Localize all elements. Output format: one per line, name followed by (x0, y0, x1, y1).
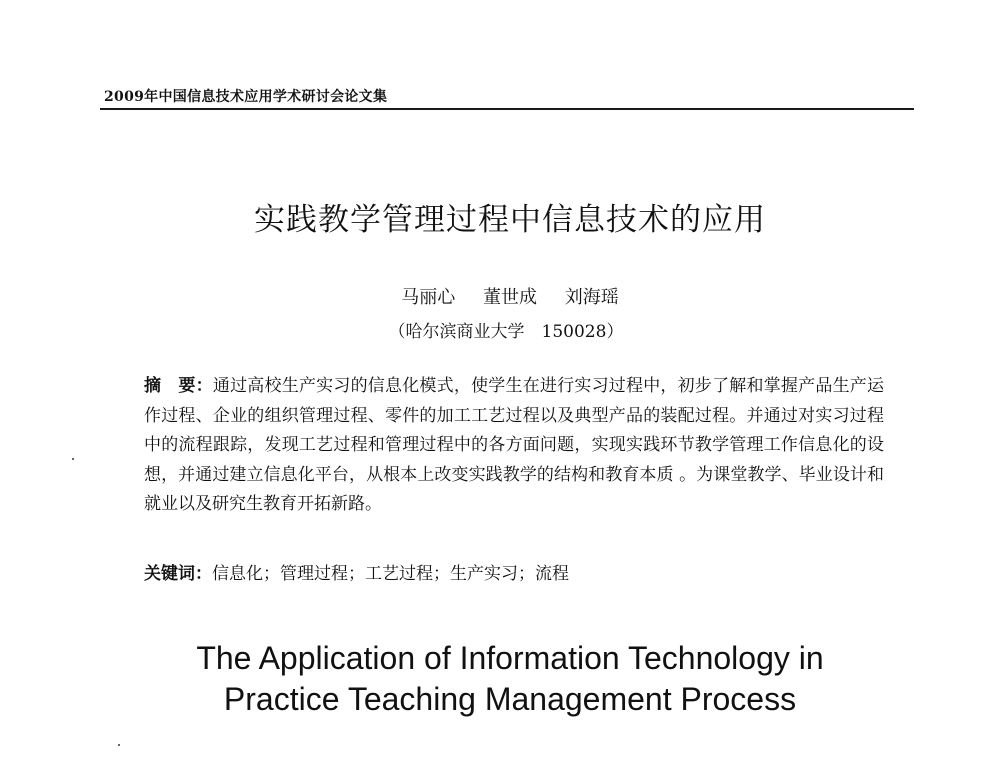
running-header: 2009年中国信息技术应用学术研讨会论文集 (104, 89, 388, 105)
author-name: 马丽心 (401, 287, 456, 308)
english-title-line: The Application of Information Technology in (196, 640, 824, 676)
author-name: 董世成 (483, 287, 537, 308)
keywords (144, 559, 884, 584)
abstract-label: 摘 要： (144, 376, 213, 396)
scan-speck (118, 744, 120, 746)
header-rule (100, 108, 914, 110)
english-title-line: Practice Teaching Management Process (223, 681, 797, 717)
affiliation: （哈尔滨商业大学 150028） (388, 322, 624, 342)
abstract (144, 372, 884, 520)
abstract-text: 通过高校生产实习的信息化模式，使学生在进行实习过程中，初步了解和掌握产品生产运作过程、企业的组织管理过程、零件的加工工艺过程以及典型产品的装配过程。并通过对实习过程中的流程跟踪，发现工艺过程和管理过程中的各方面问题，实现实践环节教学管理工作信息化的设想，并通过建立信息化平台，从根本上改变实践教学的结构和教育本质 。为课堂教学、毕业设计和就业以及研究生教育开拓新路。 (144, 376, 885, 514)
author-name: 刘海瑶 (564, 287, 619, 308)
author-list (0, 283, 1000, 309)
paper-title: 实践教学管理过程中信息技术的应用 (254, 202, 766, 238)
scan-speck (72, 458, 74, 460)
english-title (0, 638, 1000, 720)
keywords-label: 关键词： (144, 564, 212, 584)
keywords-text: 信息化；管理过程；工艺过程；生产实习；流程 (212, 564, 569, 584)
